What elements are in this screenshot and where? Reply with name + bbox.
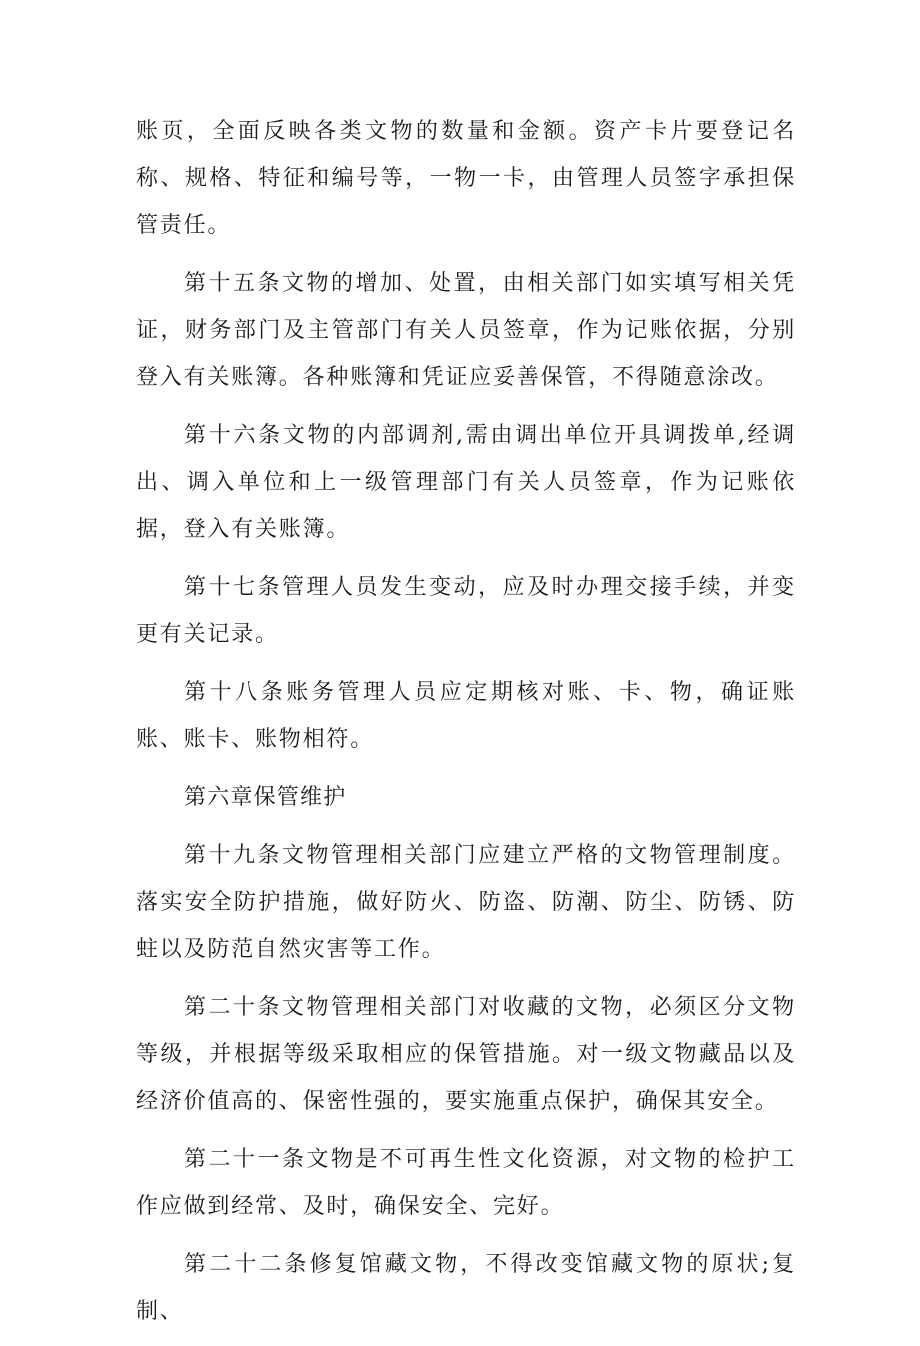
document-body: [136, 108, 796, 1346]
article-18: 第十八条账务管理人员应定期核对账、卡、物，确证账账、账卡、账物相符。: [136, 680, 796, 752]
article-20: 第二十条文物管理相关部门对收藏的文物，必须区分文物等级，并根据等级采取相应的保管措施。对一级文物藏品以及经济价值高的、保密性强的，要实施重点保护，确保其安全。: [136, 995, 796, 1114]
article-22: 第二十二条修复馆藏文物，不得改变馆藏文物的原状;复制、: [136, 1252, 796, 1324]
article-21: 第二十一条文物是不可再生性文化资源，对文物的检护工作应做到经常、及时，确保安全、完好。: [136, 1147, 796, 1219]
article-19: 第十九条文物管理相关部门应建立严格的文物管理制度。落实安全防护措施，做好防火、防盗、防潮、防尘、防锈、防蛀以及防范自然灾害等工作。: [136, 843, 796, 962]
article-16: 第十六条文物的内部调剂,需由调出单位开具调拨单,经调出、调入单位和上一级管理部门有关人员签章，作为记账依据，登入有关账簿。: [136, 423, 796, 542]
article-15: 第十五条文物的增加、处置，由相关部门如实填写相关凭证，财务部门及主管部门有关人员签章，作为记账依据，分别登入有关账簿。各种账簿和凭证应妥善保管，不得随意涂改。: [136, 271, 796, 390]
paragraph-continuation: 账页，全面反映各类文物的数量和金额。资产卡片要登记名称、规格、特征和编号等，一物一卡，由管理人员签字承担保管责任。: [136, 119, 796, 238]
article-17: 第十七条管理人员发生变动，应及时办理交接手续，并变更有关记录。: [136, 575, 796, 647]
chapter-6-heading: 第六章保管维护: [184, 785, 347, 810]
